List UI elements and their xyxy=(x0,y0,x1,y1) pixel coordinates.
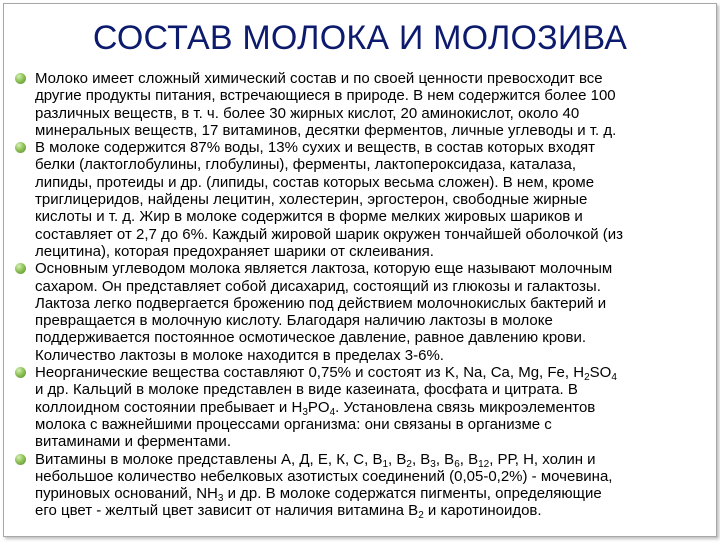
text-line xyxy=(35,364,704,384)
text-line: Лактоза легко подвергается брожению под действием молочнокислых бактерий и xyxy=(35,294,607,312)
text-line: В молоке содержится 87% воды, 13% сухих и веществ, в состав которых входят xyxy=(35,139,595,157)
subscript: 2 xyxy=(418,510,424,522)
text-line: минеральных веществ, 17 витаминов, десятки ферментов, личные углеводы и т. д. xyxy=(35,121,617,139)
text-run: Витамины в молоке представлены А, Д, Е, К, С, В xyxy=(35,450,383,468)
text-run: SO xyxy=(589,364,612,382)
bullet-item-minerals xyxy=(12,364,704,450)
text-run: , РР, Н, холин и xyxy=(489,450,596,468)
subscript: 4 xyxy=(329,406,336,418)
text-line: составляет от 2,7 до 6%. Каждый жировой шарик окружен тончайшей оболочкой (из xyxy=(35,225,624,243)
text-line: липиды, протеиды и др. (липиды, состав которых весьма сложен). В нем, кроме xyxy=(35,173,595,191)
text-run: , В xyxy=(411,450,431,468)
text-run: его цвет - желтый цвет зависит от наличия витамина В xyxy=(35,502,419,520)
text-run: и др. В молоке содержатся пигменты, определяющие xyxy=(223,485,602,503)
subscript: 3 xyxy=(302,406,308,418)
bullet-icon xyxy=(15,73,26,84)
subscript: 2 xyxy=(584,372,590,384)
bullet-list xyxy=(12,70,704,520)
text-line: и др. Кальций в молоке представлен в виде казеината, фосфата и цитрата. В xyxy=(35,381,578,399)
text-run: . Установлена связь микроэлементов xyxy=(335,398,596,416)
text-run: Неорганические вещества составляют 0,75% и состоят из K, Na, Ca, Mg, Fe, H xyxy=(35,364,585,382)
text-run: , В xyxy=(388,450,407,468)
text-run: PO xyxy=(307,398,330,416)
text-run: и каротиноидов. xyxy=(423,502,542,520)
text-line: Молоко имеет сложный химический состав и по своей ценности превосходит все xyxy=(35,70,603,87)
bullet-item-lactose xyxy=(12,260,704,364)
subscript: 6 xyxy=(454,458,460,470)
subscript: 2 xyxy=(406,458,412,470)
bullet-item-vitamins xyxy=(12,451,704,520)
text-run: коллоидном состоянии пребывает и H xyxy=(35,398,303,416)
subscript: 4 xyxy=(611,372,617,384)
text-line: сахаром. Он представляет собой дисахарид, состоящий из глюкозы и галактозы. xyxy=(35,277,601,295)
text-line: молока с важнейшими процессами организма: они связаны в организме с xyxy=(35,415,552,433)
bullet-item-water-and-fat xyxy=(12,139,704,260)
text-line xyxy=(35,399,704,416)
text-line: Количество лактозы в молоке находится в пределах 3-6%. xyxy=(35,346,444,364)
bullet-item-composition xyxy=(12,70,704,139)
text-line xyxy=(35,485,704,505)
text-line: белки (лактоглобулины, глобулины), ферменты, лактопероксидаза, каталаза, xyxy=(35,156,577,174)
subscript: 1 xyxy=(382,458,389,470)
text-run: пуриновых оснований, NH xyxy=(35,485,218,503)
text-run: , В xyxy=(459,450,479,468)
subscript: 12 xyxy=(478,458,490,470)
slide-title: СОСТАВ МОЛОКА И МОЛОЗИВА xyxy=(92,19,628,57)
text-line: превращается в молочную кислоту. Благодаря наличию лактозы в молоке xyxy=(35,312,553,330)
text-line: Основным углеводом молока является лактоза, которую еще называют молочным xyxy=(35,260,613,278)
subscript: 3 xyxy=(430,458,436,470)
bullet-icon xyxy=(15,454,26,465)
text-line: поддерживается постоянное осмотическое давление, равное давлению крови. xyxy=(35,329,587,347)
text-line: триглицеридов, найдены лецитин, холестерин, эргостерон, свободные жирные xyxy=(35,191,588,209)
text-line: небольшое количество небелковых азотистых соединений (0,05-0,2%) - мочевина, xyxy=(35,467,613,485)
text-line xyxy=(35,451,704,468)
slide xyxy=(3,3,717,537)
text-line: лецитина), которая предохраняет шарики от склеивания. xyxy=(35,242,434,260)
text-run: , В xyxy=(435,450,455,468)
text-line xyxy=(35,502,704,522)
text-line: витаминами и ферментами. xyxy=(35,433,231,451)
bullet-icon xyxy=(15,142,26,153)
text-line: другие продукты питания, встречающиеся в природе. В нем содержится более 100 xyxy=(35,87,616,105)
subscript: 3 xyxy=(217,493,224,505)
bullet-icon xyxy=(15,263,26,274)
text-line: кислоты и т. д. Жир в молоке содержится в форме мелких жировых шариков и xyxy=(35,208,583,226)
bullet-icon xyxy=(15,367,26,378)
text-line: различных веществ, в т. ч. более 30 жирных кислот, 20 аминокислот, около 40 xyxy=(35,104,580,122)
